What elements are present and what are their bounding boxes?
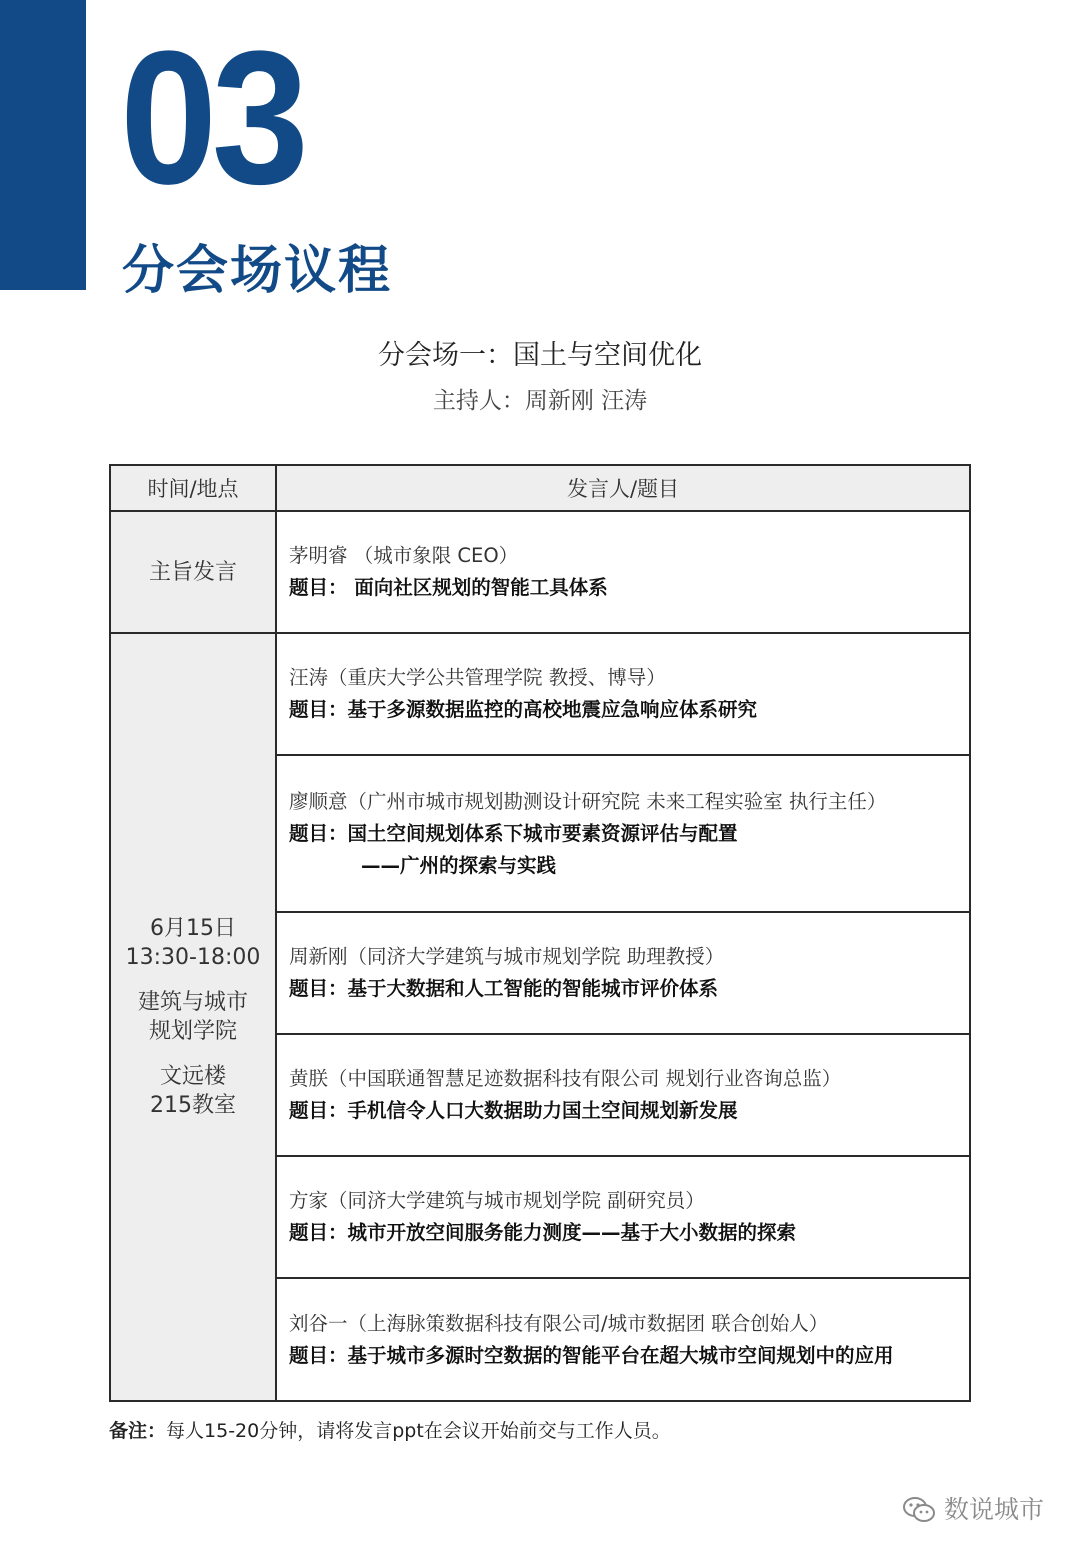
footnote-text: 每人15-20分钟，请将发言ppt在会议开始前交与工作人员。 xyxy=(166,1420,671,1442)
wechat-icon xyxy=(902,1495,936,1525)
talk-cell xyxy=(276,912,970,1034)
time-location-cell xyxy=(110,633,276,1401)
venue-line: 规划学院 xyxy=(148,1019,237,1044)
session-host: 主持人：周新刚 汪涛 xyxy=(432,388,648,414)
talk-topic: 题目：城市开放空间服务能力测度——基于大小数据的探索 xyxy=(289,1221,797,1244)
table-header-row xyxy=(110,465,970,511)
talk-speaker: 刘谷一（上海脉策数据科技有限公司/城市数据团 联合创始人） xyxy=(289,1311,829,1335)
footnote xyxy=(109,1416,671,1446)
talk-speaker: 汪涛（重庆大学公共管理学院 教授、博导） xyxy=(289,666,666,689)
talk-topic: 题目：基于大数据和人工智能的智能城市评价体系 xyxy=(289,977,719,1000)
venue-line: 建筑与城市 xyxy=(137,990,248,1015)
table-row xyxy=(110,633,970,755)
agenda-table xyxy=(109,464,971,1402)
keynote-topic: 题目： 面向社区规划的智能工具体系 xyxy=(289,576,608,599)
talk-cell xyxy=(276,633,970,755)
talk-topic-continued: ——广州的探索与实践 xyxy=(361,853,557,877)
talk-speaker: 周新刚（同济大学建筑与城市规划学院 助理教授） xyxy=(289,945,725,968)
talk-speaker: 方家（同济大学建筑与城市规划学院 副研究员） xyxy=(289,1189,705,1212)
session-date: 6月15日 xyxy=(150,916,236,941)
talk-topic: 题目：手机信令人口大数据助力国土空间规划新发展 xyxy=(289,1099,738,1122)
talk-cell xyxy=(276,1156,970,1278)
talk-cell xyxy=(276,1034,970,1156)
talk-topic: 题目：国土空间规划体系下城市要素资源评估与配置 xyxy=(289,821,738,845)
talk-speaker: 黄朕（中国联通智慧足迹数据科技有限公司 规划行业咨询总监） xyxy=(289,1067,842,1090)
keynote-cell xyxy=(276,511,970,633)
talk-cell xyxy=(276,1278,970,1401)
section-number: 03 xyxy=(120,12,304,224)
page-title: 分会场议程 xyxy=(122,241,393,301)
header-speaker-topic: 发言人/题目 xyxy=(276,465,970,511)
keynote-label: 主旨发言 xyxy=(110,511,276,633)
session-title: 分会场一：国土与空间优化 xyxy=(378,340,702,371)
keynote-speaker: 茅明睿 （城市象限 CEO） xyxy=(289,544,519,567)
header-accent-bar xyxy=(0,0,86,290)
header-time-location: 时间/地点 xyxy=(110,465,276,511)
room-line: 文远楼 xyxy=(159,1064,226,1089)
footnote-label: 备注： xyxy=(109,1420,167,1442)
venue xyxy=(111,988,275,1046)
session-time: 13:30-18:00 xyxy=(125,945,261,970)
talk-topic: 题目：基于多源数据监控的高校地震应急响应体系研究 xyxy=(289,698,758,721)
room xyxy=(111,1062,275,1120)
watermark-text: 数说城市 xyxy=(943,1495,1044,1524)
talk-cell xyxy=(276,755,970,912)
room-line: 215教室 xyxy=(150,1093,236,1118)
date-time xyxy=(111,914,275,972)
keynote-row xyxy=(110,511,970,633)
talk-speaker: 廖顺意（广州市城市规划勘测设计研究院 未来工程实验室 执行主任） xyxy=(289,789,887,813)
talk-topic: 题目：基于城市多源时空数据的智能平台在超大城市空间规划中的应用 xyxy=(289,1343,894,1367)
watermark xyxy=(902,1490,1044,1530)
